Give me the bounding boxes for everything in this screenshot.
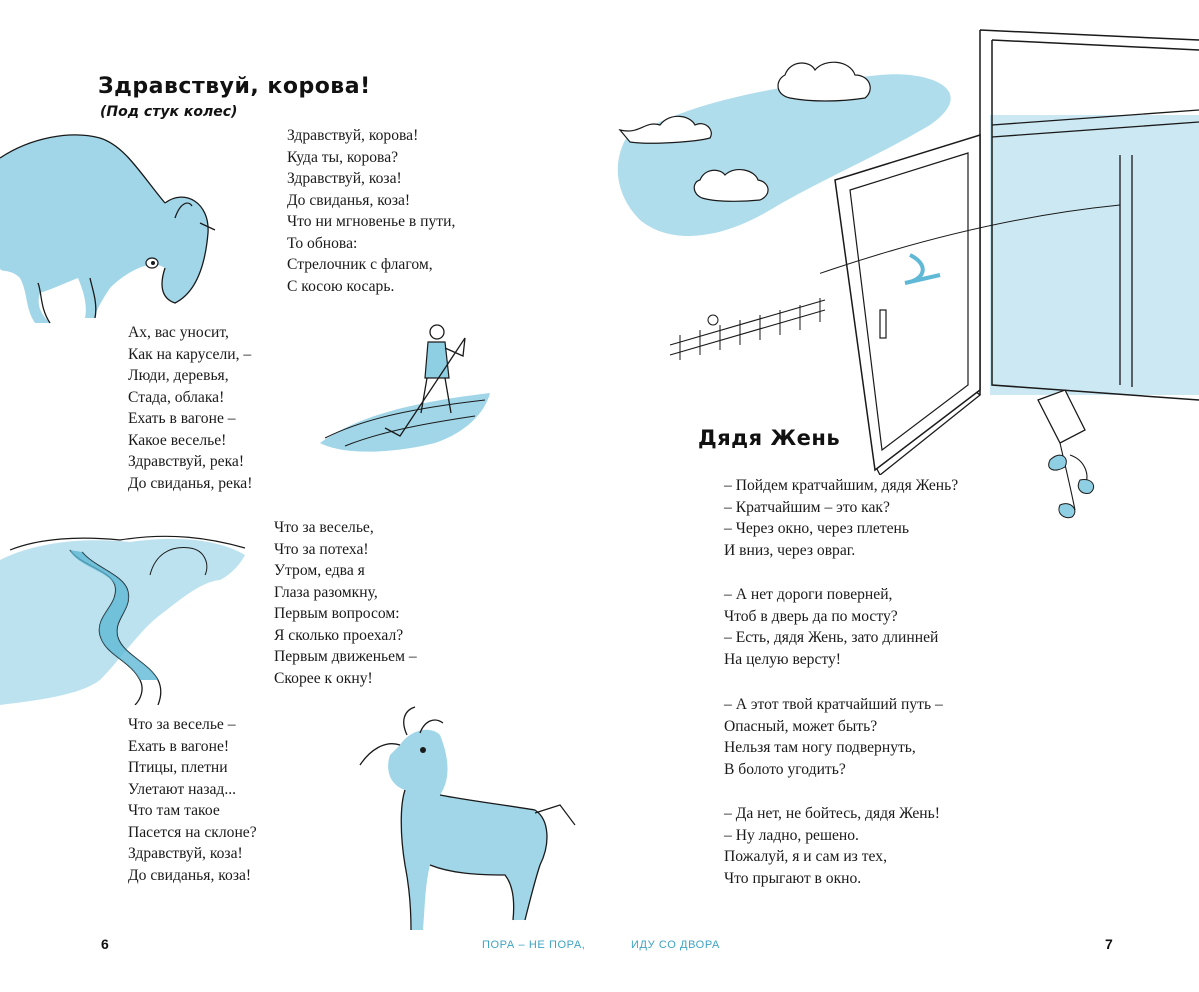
poem-title: Здравствуй, корова!: [98, 74, 371, 99]
stanza-4: [128, 714, 257, 886]
stanza-2: [724, 584, 938, 670]
stanza-1: [724, 475, 958, 561]
verse-line: – Ну ладно, решено.: [724, 826, 859, 844]
verse-line: Здравствуй, корова!: [287, 127, 419, 144]
verse-line: Что там такое: [128, 802, 220, 819]
verse-line: Пожалуй, я и сам из тех,: [724, 848, 887, 865]
footer-text-left: ПОРА – НЕ ПОРА,: [482, 939, 586, 951]
verse-line: Птицы, плетни: [128, 759, 228, 776]
verse-line: Улетают назад...: [128, 780, 237, 798]
verse-line: Ехать в вагоне!: [128, 737, 230, 755]
verse-line: – А этот твой кратчайший путь –: [724, 696, 943, 713]
verse-line: Здравствуй, река!: [128, 453, 245, 470]
verse-line: Стада, облака!: [128, 388, 225, 406]
verse-line: До свиданья, коза!: [287, 191, 411, 209]
verse-line: В болото угодить?: [724, 760, 846, 778]
verse-line: Пасется на склоне?: [128, 823, 257, 841]
goat-illustration: [345, 705, 580, 945]
stanza-1: [287, 125, 455, 297]
stanza-3: [274, 517, 417, 689]
verse-line: – Через окно, через плетень: [724, 520, 910, 537]
verse-line: – Да нет, не бойтесь, дядя Жень!: [724, 805, 940, 822]
verse-line: Ах, вас уносит,: [128, 324, 229, 341]
verse-line: – Пойдем кратчайшим, дядя Жень?: [724, 477, 959, 494]
page-number: 6: [101, 936, 109, 952]
verse-line: Как на карусели, –: [128, 345, 252, 363]
verse-line: Утром, едва я: [274, 562, 365, 579]
verse-line: Опасный, может быть?: [724, 717, 878, 735]
verse-line: До свиданья, река!: [128, 474, 253, 492]
verse-line: С косою косарь.: [287, 277, 395, 295]
verse-line: Я сколько проехал?: [274, 626, 404, 644]
poem-subtitle: (Под стук колес): [100, 104, 238, 120]
verse-line: Что за веселье –: [128, 716, 236, 733]
verse-line: Первым движеньем –: [274, 648, 417, 665]
verse-line: Что за веселье,: [274, 519, 374, 536]
verse-line: Люди, деревья,: [128, 367, 229, 384]
stanza-4: [724, 803, 940, 889]
verse-line: Первым вопросом:: [274, 605, 400, 622]
verse-line: Здравствуй, коза!: [128, 845, 243, 862]
verse-line: И вниз, через овраг.: [724, 541, 856, 559]
verse-line: Скорее к окну!: [274, 669, 373, 687]
flowerpot-illustration: [1030, 385, 1120, 530]
mower-illustration: [315, 318, 495, 458]
verse-line: Чтоб в дверь да по мосту?: [724, 607, 898, 625]
verse-line: Что ни мгновенье в пути,: [287, 213, 456, 230]
stanza-2: [128, 322, 252, 494]
page-number: 7: [1105, 936, 1113, 952]
verse-line: На целую версту!: [724, 650, 841, 668]
river-illustration: [0, 520, 250, 705]
verse-line: До свиданья, коза!: [128, 866, 252, 884]
verse-line: Что за потеха!: [274, 540, 369, 558]
verse-line: Куда ты, корова?: [287, 148, 399, 166]
verse-line: Нельзя там ногу подвернуть,: [724, 739, 916, 756]
stanza-3: [724, 694, 943, 780]
cow-illustration: [0, 118, 220, 328]
verse-line: – Кратчайшим – это как?: [724, 498, 890, 516]
verse-line: Здравствуй, коза!: [287, 170, 402, 187]
verse-line: Стрелочник с флагом,: [287, 256, 433, 273]
verse-line: Ехать в вагоне –: [128, 410, 236, 427]
verse-line: Глаза разомкну,: [274, 583, 378, 601]
verse-line: – А нет дороги поверней,: [724, 586, 893, 603]
window-illustration: [820, 25, 1199, 475]
verse-line: Какое веселье!: [128, 431, 227, 449]
right-page: [600, 0, 1199, 992]
poem-title: Дядя Жень: [698, 426, 841, 450]
verse-line: То обнова:: [287, 234, 358, 252]
footer-text-right: ИДУ СО ДВОРА: [631, 939, 720, 951]
verse-line: – Есть, дядя Жень, зато длинней: [724, 629, 939, 646]
verse-line: Что прыгают в окно.: [724, 869, 862, 887]
fence-illustration: [665, 280, 835, 365]
